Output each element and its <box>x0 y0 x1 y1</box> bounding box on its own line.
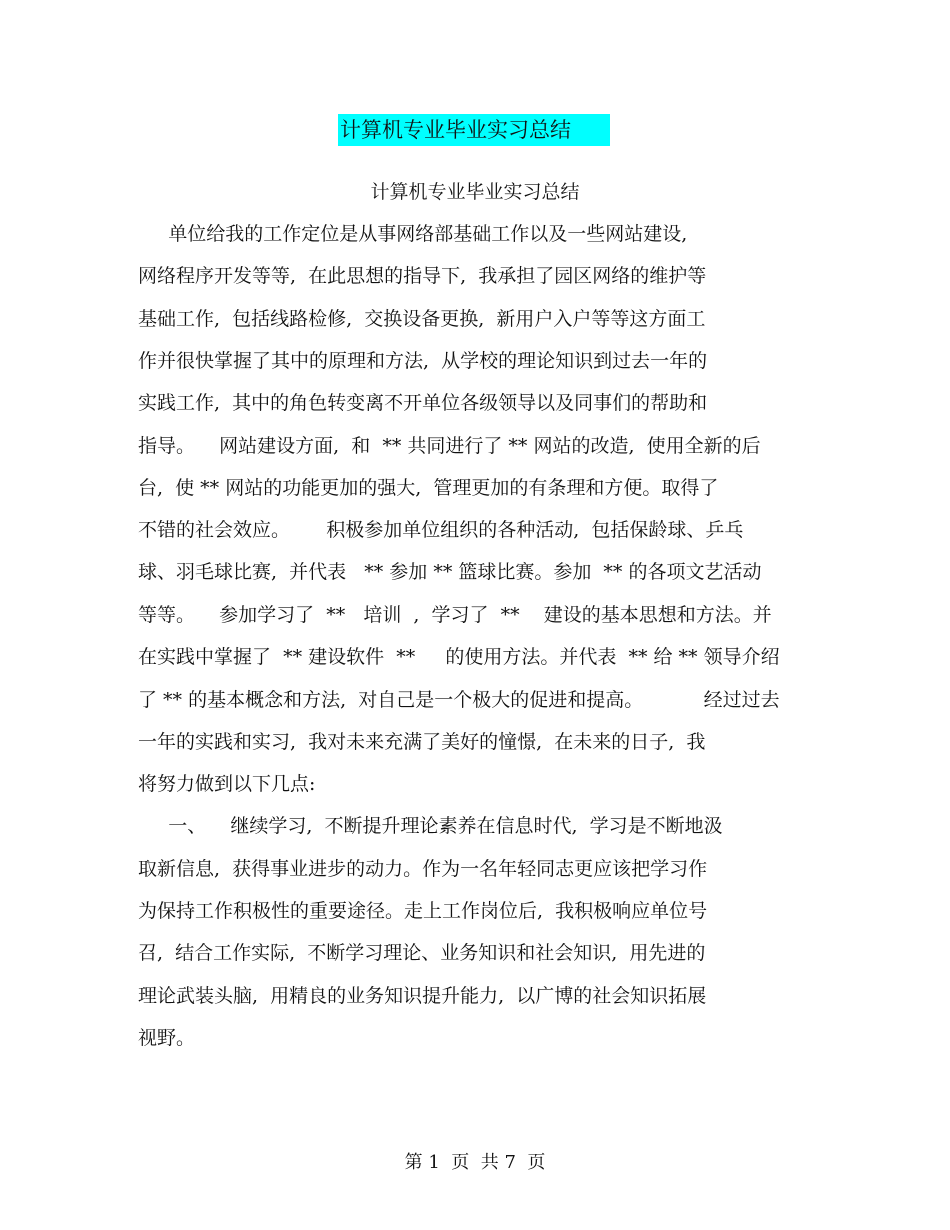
body-line: 了 ** 的基本概念和方法, 对自己是一个极大的促进和提高。 经过过去 <box>138 689 780 711</box>
body-line: 召, 结合工作实际, 不断学习理论、业务知识和社会知识, 用先进的 <box>138 942 706 964</box>
body-line: 视野。 <box>138 1027 196 1049</box>
document-title: 计算机专业毕业实习总结 <box>338 114 610 146</box>
body-line: 基础工作, 包括线路检修, 交换设备更换, 新用户入户等等这方面工 <box>138 308 706 330</box>
body-line: 指导。 网站建设方面, 和 ** 共同进行了 ** 网站的改造, 使用全新的后 <box>138 435 761 457</box>
page-number: 第 1 页 共 7 页 <box>404 1152 546 1173</box>
body-line: 作并很快掌握了其中的原理和方法, 从学校的理论知识到过去一年的 <box>138 350 708 372</box>
document-subtitle: 计算机专业毕业实习总结 <box>370 181 580 203</box>
body-line: 单位给我的工作定位是从事网络部基础工作以及一些网站建设, <box>138 223 688 245</box>
body-line: 球、羽毛球比赛, 并代表 ** 参加 ** 篮球比赛。参加 ** 的各项文艺活动 <box>138 561 762 583</box>
body-line: 为保持工作积极性的重要途径。走上工作岗位后, 我积极响应单位号 <box>138 900 708 922</box>
body-line: 理论武装头脑, 用精良的业务知识提升能力, 以广博的社会知识拓展 <box>138 985 707 1007</box>
body-line: 一年的实践和实习, 我对未来充满了美好的憧憬, 在未来的日子, 我 <box>138 731 706 753</box>
body-line: 在实践中掌握了 ** 建设软件 ** 的使用方法。并代表 ** 给 ** 领导介绍 <box>138 646 780 668</box>
body-line: 台, 使 ** 网站的功能更加的强大, 管理更加的有条理和方便。取得了 <box>138 477 719 499</box>
body-line: 将努力做到以下几点: <box>138 773 316 795</box>
body-line: 不错的社会效应。 积极参加单位组织的各种活动, 包括保龄球、乒乓 <box>138 519 744 541</box>
body-line: 取新信息, 获得事业进步的动力。作为一名年轻同志更应该把学习作 <box>138 858 708 880</box>
body-line: 一、 继续学习, 不断提升理论素养在信息时代, 学习是不断地汲 <box>138 815 723 837</box>
body-line: 等等。 参加学习了 ** 培训 , 学习了 ** 建设的基本思想和方法。并 <box>138 604 772 626</box>
body-line: 实践工作, 其中的角色转变离不开单位各级领导以及同事们的帮助和 <box>138 392 708 414</box>
body-line: 网络程序开发等等, 在此思想的指导下, 我承担了园区网络的维护等 <box>138 265 707 287</box>
